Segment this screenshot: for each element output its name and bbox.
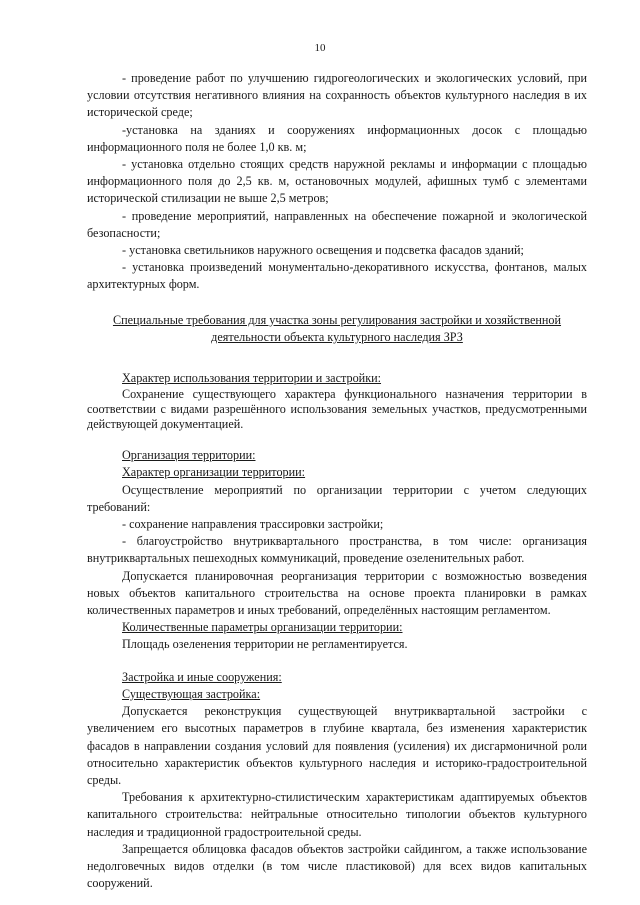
organization-heading: Организация территории: [122,448,256,463]
quant-params-heading: Количественные параметры организации территории: [122,620,403,635]
building-facade-prohibition: Запрещается облицовка фасадов объектов застройки сайдингом, а также использование недолговечных видов отделки (в том числе пластиковой) для всех видов капитальных сооружений. [87,841,587,891]
land-use-text: Сохранение существующего характера функционального назначения территории в соответствии с видами разрешённого использования земельных участков, предусмотренными действующей документацией. [87,387,587,432]
organization-character-heading: Характер организации территории: [122,465,306,480]
section-title: Специальные требования для участка зоны регулирования застройки и хозяйственной деятельности объекта культурного наследия ЗРЗ [112,312,562,344]
paragraph-lighting: - установка светильников наружного освещения и подсветка фасадов зданий; [122,243,524,258]
paragraph-hydrogeology: - проведение работ по улучшению гидрогеологических и экологических условий, при условии отсутствия негативного влияния на сохранность объектов культурного наследия в их исторической среде; [87,71,587,120]
land-use-heading: Характер использования территории и застройки: [122,371,382,386]
paragraph-fire-safety: - проведение мероприятий, направленных на обеспечение пожарной и экологической безопасности; [87,208,587,240]
paragraph-advertising: - установка отдельно стоящих средств наружной рекламы и информации с площадью информационного поля до 2,5 кв. м, остановочных модулей, афишных тумб с элементами исторической стилизации не выше 2,5 метров; [87,157,587,206]
organization-item-routing: - сохранение направления трассировки застройки; [122,517,384,532]
building-reconstruction-text: Допускается реконструкция существующей внутриквартальной застройки с увеличением его высотных параметров в глубине квартала, без изменения характеристик фасадов в направлении создания условий для появления (усиления) их дисгармоничной роли относительно характеристик объектов культурного наследия и историко-градостроительной среды. [87,704,587,787]
existing-building-heading: Существующая застройка: [122,686,261,701]
organization-allowed-reorganization: Допускается планировочная реорганизация территории с возможностью возведения новых объектов капитального строительства на основе проекта планировки в рамках количественных параметров и иных требований, определённых настоящим регламентом. [87,568,587,618]
building-style-requirements: Требования к архитектурно-стилистическим характеристикам адаптируемых объектов капитального строительства: нейтральные относительно типологии объектов культурного наследия и традиционной градостроительной среды. [87,790,587,839]
paragraph-info-boards: -установка на зданиях и сооружениях информационных досок с площадью информационного поля не более 1,0 кв. м; [87,122,587,154]
page-body [87,70,587,892]
paragraph-monumental-art: - установка произведений монументально-декоративного искусства, фонтанов, малых архитектурных форм. [87,260,587,292]
quant-params-text: Площадь озеленения территории не регламентируется. [122,637,408,652]
organization-intro: Осуществление мероприятий по организации территории с учетом следующих требований: [87,482,587,514]
organization-item-landscaping: - благоустройство внутриквартального пространства, в том числе: организация внутриквартальных пешеходных коммуникаций, проведение озеленительных работ. [87,534,587,566]
page-number: 10 [314,42,326,54]
building-heading: Застройка и иные сооружения: [122,669,282,684]
